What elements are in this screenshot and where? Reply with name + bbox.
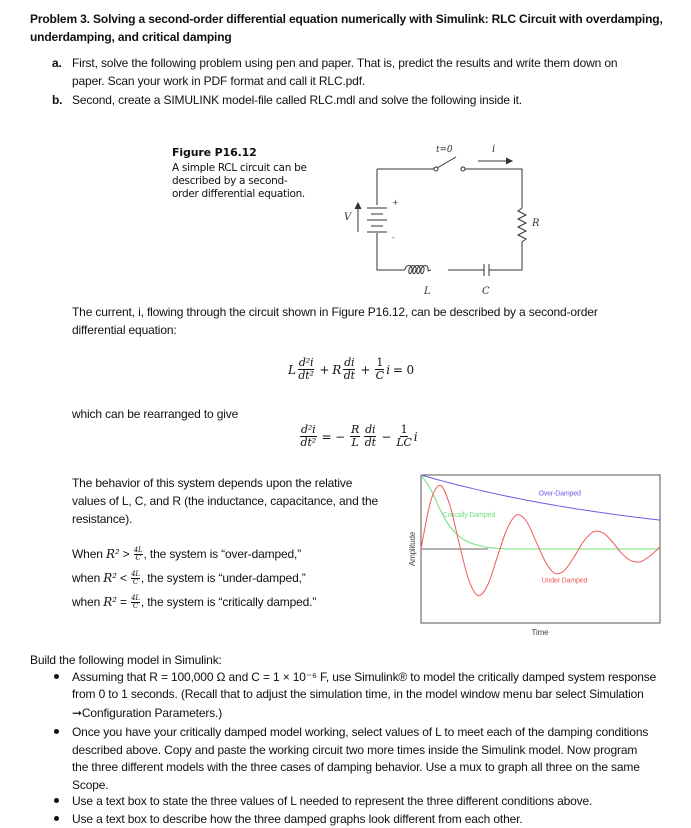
condition-over-damped: When R² > $\frac{4L}{C}$ , the system is “over-damped,”	[72, 546, 302, 563]
damping-chart	[400, 465, 670, 645]
voltage-label: V	[344, 212, 352, 223]
plus-label: +	[392, 198, 399, 207]
bullet-2-line-4: Scope.	[72, 778, 109, 792]
rlc-circuit-diagram	[340, 140, 550, 300]
condition-under-damped: when R² < $\frac{4L}{C}$ , the system is “under-damped,”	[72, 570, 306, 587]
figure-caption-2: described by a second-	[172, 175, 288, 187]
bullet-3-line-1: Use a text box to state the three values of L needed to represent the three different conditions above.	[72, 794, 593, 808]
bullet-icon	[54, 729, 59, 734]
figure-caption-1: A simple RCL circuit can be	[172, 162, 307, 174]
figure-caption-3: order differential equation.	[172, 188, 305, 200]
figure-title: Figure P16.12	[172, 146, 257, 159]
series-label: Critically Damped	[442, 512, 495, 520]
bullet-icon	[54, 674, 59, 679]
intro-text: The current, i, flowing through the circuit shown in Figure P16.12, can be described by a second-order	[72, 305, 598, 319]
bullet-1-line-2: from 0 to 1 seconds. (Recall that to adjust the simulation time, in the model window menu bar select Simulation	[72, 687, 644, 701]
intro-text-cont: differential equation:	[72, 323, 177, 337]
problem-title-cont: underdamping, and critical damping	[30, 30, 232, 44]
resistor-symbol	[518, 208, 526, 242]
condition-critically-damped: when R² = $\frac{4L}{C}$ , the system is “critically damped.”	[72, 594, 317, 611]
behavior-text-1: The behavior of this system depends upon the relative	[72, 476, 353, 490]
rearranged-text: which can be rearranged to give	[72, 407, 239, 421]
bullet-2-line-1: Once you have your critically damped model working, select values of L to meet each of the damping conditions	[72, 725, 649, 739]
switch-label: t=0	[436, 145, 453, 155]
bullet-icon	[54, 798, 59, 803]
minus-label: -	[392, 233, 395, 242]
bullet-2-line-3: the three different models with the three cases of damping behavior. Use a mux to graph all three on the same	[72, 760, 640, 774]
bullet-4-line-1: Use a text box to describe how the three damped graphs look different from each other.	[72, 812, 523, 826]
behavior-text-3: resistance).	[72, 512, 133, 526]
capacitor-symbol	[484, 264, 489, 276]
step-b-marker: b.	[52, 93, 63, 107]
bullet-1-line-1: Assuming that R = 100,000 Ω and C = 1 × 10⁻⁶ F, use Simulink® to model the critically damped system response	[72, 670, 657, 684]
battery-symbol	[367, 208, 387, 232]
step-a-text: First, solve the following problem using pen and paper. That is, predict the results and write them down on	[72, 56, 618, 70]
step-a-marker: a.	[52, 56, 62, 70]
capacitor-label: C	[482, 286, 490, 297]
rearranged-equation: $\frac{\text{d²i}}{\text{dt²}}$ = − $\frac{R}{L}$ di dt − $\frac{1}{LC}$ i	[300, 423, 418, 449]
series-label: Over-Damped	[538, 490, 581, 498]
x-axis-label: Time	[531, 628, 549, 637]
step-a-text-cont: paper. Scan your work in PDF format and call it RLC.pdf.	[72, 74, 366, 88]
series-label: Under Damped	[541, 577, 588, 585]
step-b-text: Second, create a SIMULINK model-file called RLC.mdl and solve the following inside it.	[72, 93, 522, 107]
bullet-icon	[54, 816, 59, 821]
inductor-symbol	[405, 266, 431, 274]
problem-title: Problem 3. Solving a second-order differential equation numerically with Simulink: RLC Circuit with overdamping,	[30, 12, 663, 26]
bullet-2-line-2: described above. Copy and paste the working circuit two more times inside the Simulink model. Now program	[72, 743, 638, 757]
y-axis-label: Amplitude	[408, 531, 417, 567]
behavior-text-2: values of L, C, and R (the inductance, capacitance, and the	[72, 494, 379, 508]
switch-arm	[437, 157, 456, 168]
bullet-1-line-3: ➞Configuration Parameters.)	[72, 706, 223, 720]
resistor-label: R	[532, 218, 540, 229]
differential-equation: L d²i dt² + R di dt + $\frac{1}{C}$ i = 0	[288, 356, 414, 382]
inductor-label: L	[424, 286, 431, 297]
current-label: i	[492, 144, 496, 155]
build-heading: Build the following model in Simulink:	[30, 653, 222, 667]
